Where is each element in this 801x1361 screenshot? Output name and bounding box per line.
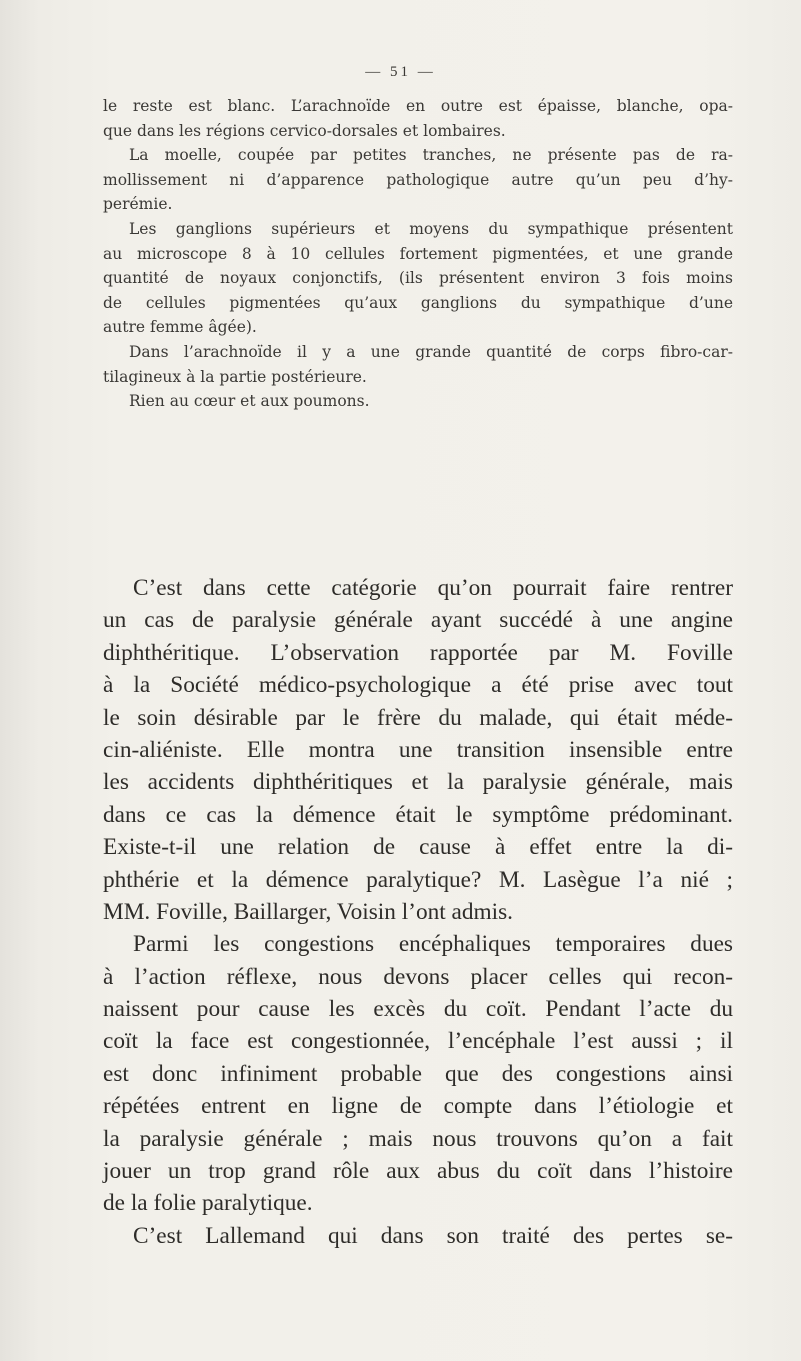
text-line: autre femme âgée).: [103, 318, 257, 337]
text-line: Dans l’arachnoïde il y a une grande quantité de corps fibro-car-: [129, 342, 733, 361]
text-line: de cellules pigmentées qu’aux ganglions du sympathique d’une: [103, 293, 733, 312]
text-line: cin-aliéniste. Elle montra une transition insensible entre: [103, 736, 733, 763]
main-text-body: [103, 572, 733, 1252]
text-line: Rien au cœur et aux poumons.: [129, 392, 370, 411]
text-line: un cas de paralysie générale ayant succédé à une angine: [103, 607, 733, 634]
text-line: mollissement ni d’apparence pathologique autre qu’un peu d’hy-: [103, 170, 733, 189]
text-line: le reste est blanc. L’arachnoïde en outre est épaisse, blanche, opa-: [103, 97, 733, 115]
text-line: au microscope 8 à 10 cellules fortement pigmentées, et une grande: [103, 244, 733, 263]
text-line: Parmi les congestions encéphaliques temporaires dues: [133, 931, 733, 958]
text-line: à l’action réflexe, nous devons placer celles qui recon-: [103, 963, 733, 990]
text-line: les accidents diphthéritiques et la paralysie générale, mais: [103, 769, 733, 796]
text-line: La moelle, coupée par petites tranches, ne présente pas de ra-: [129, 146, 733, 165]
text-line: est donc infiniment probable que des congestions ainsi: [103, 1060, 733, 1087]
text-line: tilagineux à la partie postérieure.: [103, 367, 367, 386]
text-line: MM. Foville, Baillarger, Voisin l’ont admis.: [103, 898, 514, 925]
text-line: quantité de noyaux conjonctifs, (ils présentent environ 3 fois moins: [103, 269, 733, 288]
text-line: répétées entrent en ligne de compte dans l’étiologie et: [103, 1093, 733, 1120]
text-line: Les ganglions supérieurs et moyens du sympathique présentent: [129, 219, 733, 238]
text-line: que dans les régions cervico-dorsales et lombaires.: [103, 121, 506, 140]
text-line: perémie.: [103, 195, 173, 214]
text-line: dans ce cas la démence était le symptôme prédominant.: [103, 801, 733, 828]
text-line: C’est dans cette catégorie qu’on pourrait faire rentrer: [133, 575, 733, 601]
text-line: Existe-t-il une relation de cause à effet entre la di-: [103, 834, 733, 861]
text-line: phthérie et la démence paralytique? M. Lasègue l’a nié ;: [103, 866, 733, 893]
observation-notes-small-print: [103, 94, 733, 414]
page-number: — 51 —: [365, 64, 436, 80]
text-line: jouer un trop grand rôle aux abus du coït dans l’histoire: [103, 1158, 733, 1185]
text-line: la paralysie générale ; mais nous trouvons qu’on a fait: [103, 1125, 733, 1152]
text-line: coït la face est congestionnée, l’encéphale l’est aussi ; il: [103, 1028, 733, 1055]
text-line: naissent pour cause les excès du coït. Pendant l’acte du: [103, 996, 733, 1023]
text-line: à la Société médico-psychologique a été prise avec tout: [103, 672, 733, 699]
text-line: diphthéritique. L’observation rapportée par M. Foville: [103, 639, 733, 666]
text-line: C’est Lallemand qui dans son traité des pertes se-: [133, 1222, 733, 1249]
text-line: le soin désirable par le frère du malade, qui était méde-: [103, 704, 733, 731]
text-line: de la folie paralytique.: [103, 1190, 313, 1217]
